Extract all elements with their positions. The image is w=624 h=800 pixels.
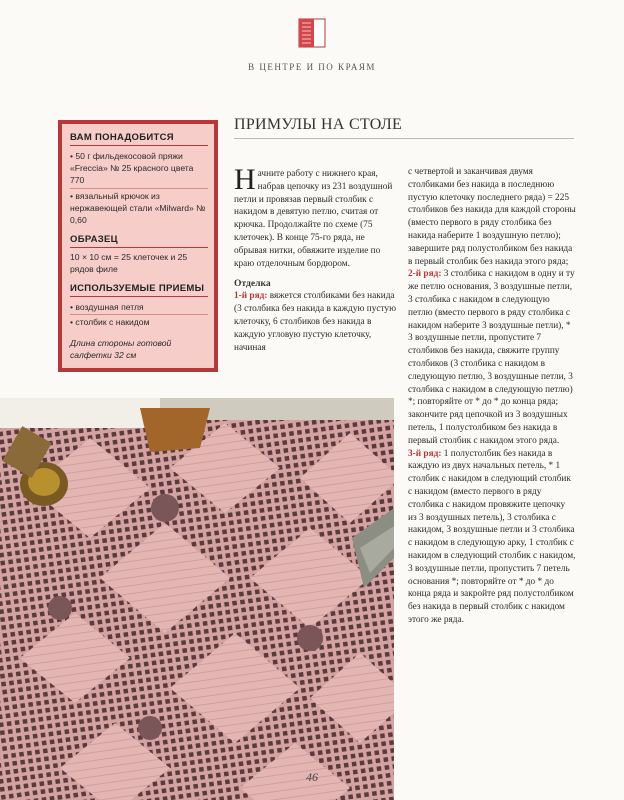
border-heading: Отделка — [234, 278, 271, 290]
page-logo-icon — [298, 18, 326, 48]
article-title: ПРИМУЛЫ НА СТОЛЕ — [234, 116, 574, 139]
doily-photo — [0, 398, 394, 800]
page-number: 46 — [306, 770, 318, 784]
intro-paragraph — [234, 163, 400, 270]
row3-paragraph — [408, 448, 576, 627]
needs-item: • вязальный крючок из нержавеющей стали «Milward» № 0,60 — [70, 190, 206, 226]
section-title: В ЦЕНТРЕ И ПО КРАЯМ — [248, 62, 376, 72]
size-note: Длина стороны готовой салфетки 32 см — [70, 338, 172, 361]
needs-item: • 50 г фильдекосовой пряжи «Freccia» № 25 красного цвета 770 — [70, 149, 208, 189]
row3-text: 1 полустолбик без накида в каждую из двух начальных петель, * 1 столбик с накидом в следующий столбик с накидом (вместо первого в ряду столбика с накидом провяжите цепочку из 3 воздушных петель), 3 столбика с накидом, 3 воздушные петли и 3 столбика с накидом в следующую арку, 1 столбик с накидом в следующий столбик с накидом, 3 воздушные петли, пропустить 7 петель основания *; повторяйте от * до * до конца ряда и закройте ряд полустолбиком без накида в первый столбик с накидом этого же ряда. — [408, 448, 576, 625]
sample-text: 10 × 10 см = 25 клеточек и 25 рядов филе — [70, 252, 188, 275]
drop-cap: Н — [234, 163, 256, 196]
row2-paragraph — [408, 268, 576, 447]
needs-list — [70, 149, 208, 227]
technique-item: • столбик с накидом — [70, 316, 150, 327]
needs-heading: ВАМ ПОНАДОБИТСЯ — [70, 132, 208, 146]
techniques-heading: ИСПОЛЬЗУЕМЫЕ ПРИЕМЫ — [70, 283, 208, 297]
technique-item: • воздушная петля — [70, 300, 208, 315]
row1-label: 1-й ряд: — [234, 291, 268, 302]
intro-text: ачните работу с нижнего края, набрав цепочку из 231 воздушной петли и провязав первый столбик с накидом в девятую петлю, считая от крючка. Продолжайте по схеме (75 клеточек). В конце 75-го ряда, не обрывая нитки, обвяжите изделие по краю отделочным бордюром. — [234, 169, 393, 269]
text-column-left — [234, 163, 400, 354]
techniques-list — [70, 300, 208, 329]
techniques-section — [70, 283, 208, 329]
row1-continued: с четвертой и заканчивая двумя столбиками без накида в последнюю пустую клеточку последнего ряда) = 225 столбиков без накида для каждой стороны (вместо первого в ряду столбика без накида наберите 1 воздушную петлю); завершите ряд полустолбиком без накида в первый столбик без накида этого ряда; — [408, 167, 576, 267]
needs-section — [70, 132, 208, 227]
row2-label: 2-й ряд: — [408, 269, 442, 280]
sample-section — [70, 234, 208, 275]
row3-label: 3-й ряд: — [408, 448, 442, 459]
row1-text: вяжется столбиками без накида (3 столбика без накида в каждую пустую клеточку, 6 столбиков без накида в каждую угловую пустую клеточку, начиная — [234, 291, 397, 353]
materials-box — [58, 120, 218, 372]
sample-heading: ОБРАЗЕЦ — [70, 234, 208, 248]
text-column-right — [408, 166, 576, 627]
row2-text: 3 столбика с накидом в одну и ту же петлю основания, 3 воздушные петли, 3 столбика с накидом в следующую петлю (вместо первого в ряду столбика с накидом наберите 3 воздушные петли), * 3 воздушные петли, пропустите 7 столбиков без накида, свяжите группу столбиков (3 столбика с накидом в следующую петлю, 3 воздушные петли, 3 столбика с накидом в следующую петлю) *; повторяйте от * до * до конца ряда; закончите ряд цепочкой из 3 воздушных петель, 1 полустолбиком без накида в первый столбик с накидом этого ряда. — [408, 269, 575, 446]
doily-photo-illustration — [0, 398, 394, 800]
row1-paragraph — [234, 290, 400, 354]
